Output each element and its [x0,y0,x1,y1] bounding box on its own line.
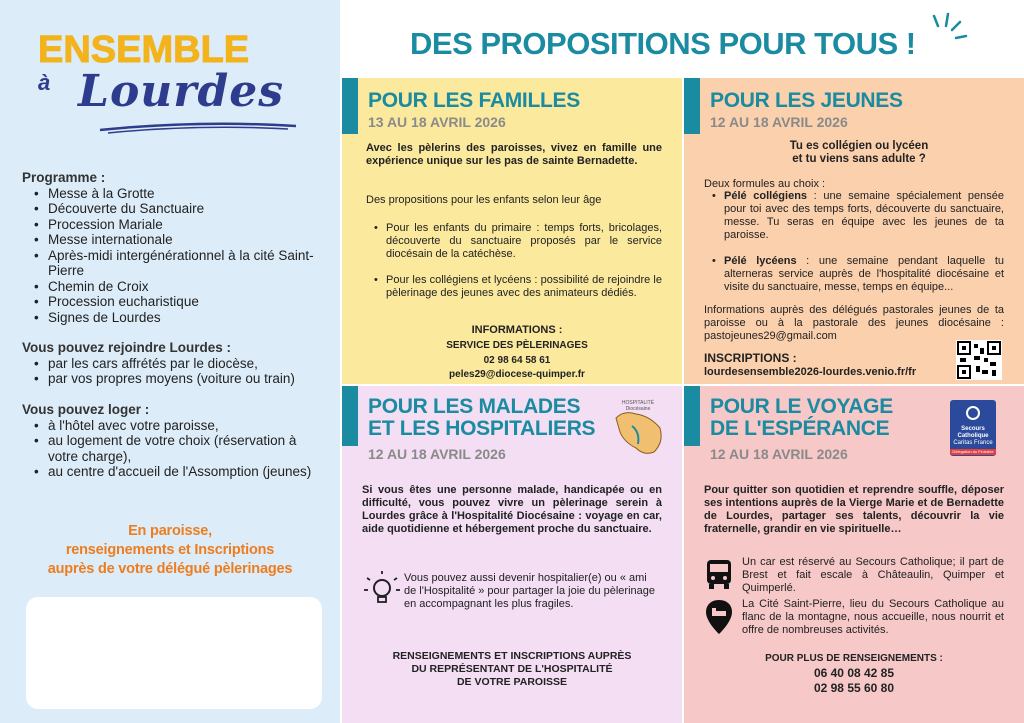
f2-label: Pélé lycéens [724,255,797,267]
familles-info-service: SERVICE DES PÈLERINAGES [446,340,588,351]
stamp-box [26,597,322,709]
voyage-bus-text: Un car est réservé au Secours Catholique; il part de Brest et fait escale à Châteaulin, Quimper et Quimperlé. [742,556,1004,594]
jeunes-panel [684,78,1024,384]
panel-accent [684,386,700,446]
page-title: DES PROPOSITIONS POUR TOUS ! [410,26,916,61]
voyage-phone1: 06 40 08 42 85 [813,666,895,680]
malades-text: Si vous êtes une personne malade, handicapée ou en difficulté, vous pouvez vivre un pèlerinage serein à Lourdes grâce à l'Hospitalité Diocésaine : voyage en car, aide quotidienne et hébergement proche du sanctuaire. [362,484,662,535]
jeunes-list [710,190,1004,294]
panel-accent [342,386,358,446]
voyage-title2: DE L'ESPÉRANCE [710,417,890,440]
familles-title: POUR LES FAMILLES [368,89,580,112]
voyage-info-title: POUR PLUS DE RENSEIGNEMENTS : [765,653,943,664]
malades-footer1: RENSEIGNEMENTS ET INSCRIPTIONS AUPRÈS [392,650,632,662]
list-item: • au logement de votre choix (réservation à votre charge), [34,433,322,464]
f1-text: : une semaine spécialement pensée pour toi avec des temps forts, découverte du sanctuaire, messe. Tu seras en équipe avec les jeunes de ta paroisse. [724,190,1005,241]
parish-note-line1: En paroisse, [128,523,212,539]
list-item: • Signes de Lourdes [34,310,322,326]
jeunes-info: Informations auprès des délégués pastorales jeunes de ta paroisse ou à la pastorale des jeunes diocésaine : pastojeunes29@gmail.com [704,304,1004,342]
familles-panel [342,78,682,384]
f2-text: : une semaine pendant laquelle tu alterneras service auprès de l'hospitalité diocésaine et visite du sanctuaire, messe, temps en équipe... [724,255,1004,293]
malades-panel [342,386,682,723]
list-item: • Messe internationale [34,232,322,248]
familles-sub: Des propositions pour les enfants selon leur âge [366,194,602,206]
list-item: • Procession eucharistique [34,294,322,310]
stay-title: Vous pouvez loger : [22,402,150,417]
voyage-lodging-text: La Cité Saint-Pierre, lieu du Secours Catholique au flanc de la montagne, nous accueille, nous nourrit et offre de nombreuses activités. [742,598,1004,636]
familles-list [372,222,662,300]
jeunes-insc-title: INSCRIPTIONS : [704,351,797,365]
list-item: • Chemin de Croix [34,279,322,295]
sparkle-icon [926,12,974,48]
list-item: • Pour les collégiens et lycéens : possibilité de rejoindre le pèlerinage des jeunes avec des animateurs dédiés. [372,274,662,300]
qr-code-icon[interactable] [956,340,1002,380]
logo-underline-icon [98,120,298,134]
list-item [710,190,1004,242]
jeunes-date: 12 AU 18 AVRIL 2026 [710,114,848,130]
hospitalite-logo-text: HOSPITALITÉ Diocésaine [621,400,655,412]
hospitalite-logo [610,398,666,458]
secours-star-icon [966,406,980,420]
parish-note-line3: auprès de votre délégué pèlerinages [47,561,293,577]
panel-accent [342,78,358,134]
panel-accent [684,78,700,134]
join-section [22,340,322,387]
voyage-text: Pour quitter son quotidien et reprendre souffle, déposer ses intentions auprès de la Vierge Marie et de Bernadette de Lourdes, partager ses talents, découvrir la vie fraternelle, grandir en vie spirituelle… [704,484,1004,535]
list-item: • au centre d'accueil de l'Assomption (jeunes) [34,464,322,480]
badge-line4: Délégation du Finistère [950,449,996,455]
jeunes-question1: Tu es collégien ou lycéen [789,140,929,152]
lightbulb-icon [362,570,402,610]
ensemble-lourdes-logo [38,29,298,142]
parish-note [20,522,320,579]
list-item: • à l'hôtel avec votre paroisse, [34,418,322,434]
malades-hosp-text: Vous pouvez aussi devenir hospitalier(e) ou « ami de l'Hospitalité » pour partager la joie du pèlerinage en accompagnant les plus fragiles. [404,572,655,610]
list-item: • par vos propres moyens (voiture ou train) [34,371,322,387]
malades-date: 12 AU 18 AVRIL 2026 [368,446,506,462]
malades-title1: POUR LES MALADES [368,395,581,418]
familles-intro: Avec les pèlerins des paroisses, vivez en famille une expérience unique sur les pas de sainte Bernadette. [366,142,662,167]
voyage-date: 12 AU 18 AVRIL 2026 [710,446,848,462]
bus-icon [704,558,734,592]
familles-info-title: INFORMATIONS : [471,324,563,336]
jeunes-insc-url[interactable]: lourdesensemble2026-lourdes.venio.fr/fr [704,366,917,378]
badge-line3: Caritas France [953,440,993,446]
secours-catholique-logo [950,400,996,456]
list-item: • Pour les enfants du primaire : temps forts, bricolages, découverte du sanctuaire proposés par le service diocésain de la catéchèse. [372,222,662,261]
voyage-title1: POUR LE VOYAGE [710,395,893,418]
jeunes-formulas: Deux formules au choix : [704,178,826,190]
list-item: • Procession Mariale [34,217,322,233]
list-item: • Messe à la Grotte [34,186,322,202]
stay-section [22,402,322,480]
jeunes-question2: et tu viens sans adulte ? [792,153,926,165]
list-item [710,255,1004,294]
badge-line1: Secours [961,426,985,432]
programme-title: Programme : [22,170,106,185]
malades-footer3: DE VOTRE PAROISSE [456,676,568,688]
list-item: • par les cars affrétés par le diocèse, [34,356,322,372]
list-item: • Découverte du Sanctuaire [34,201,322,217]
parish-note-line2: renseignements et Inscriptions [65,542,275,558]
logo-line2: à [38,70,51,95]
familles-info-phone: 02 98 64 58 61 [483,355,551,366]
familles-date: 13 AU 18 AVRIL 2026 [368,114,506,130]
logo-line1: ENSEMBLE [38,29,250,71]
programme-list [22,186,322,326]
location-bed-icon [704,598,734,636]
f1-label: Pélé collégiens [724,190,808,202]
programme-section [22,170,322,325]
list-item: • Après-midi intergénérationnel à la cité Saint-Pierre [34,248,322,279]
left-column [0,0,340,723]
malades-title2: ET LES HOSPITALIERS [368,417,596,440]
voyage-panel [684,386,1024,723]
voyage-phone2: 02 98 55 60 80 [813,681,895,695]
jeunes-title: POUR LES JEUNES [710,89,903,112]
familles-info-email[interactable]: peles29@diocese-quimper.fr [449,369,585,380]
join-title: Vous pouvez rejoindre Lourdes : [22,340,232,355]
logo-line3: Lourdes [78,66,284,117]
badge-line2: Catholique [957,433,989,439]
malades-footer2: DU REPRÉSENTANT DE L'HOSPITALITÉ [411,663,613,675]
